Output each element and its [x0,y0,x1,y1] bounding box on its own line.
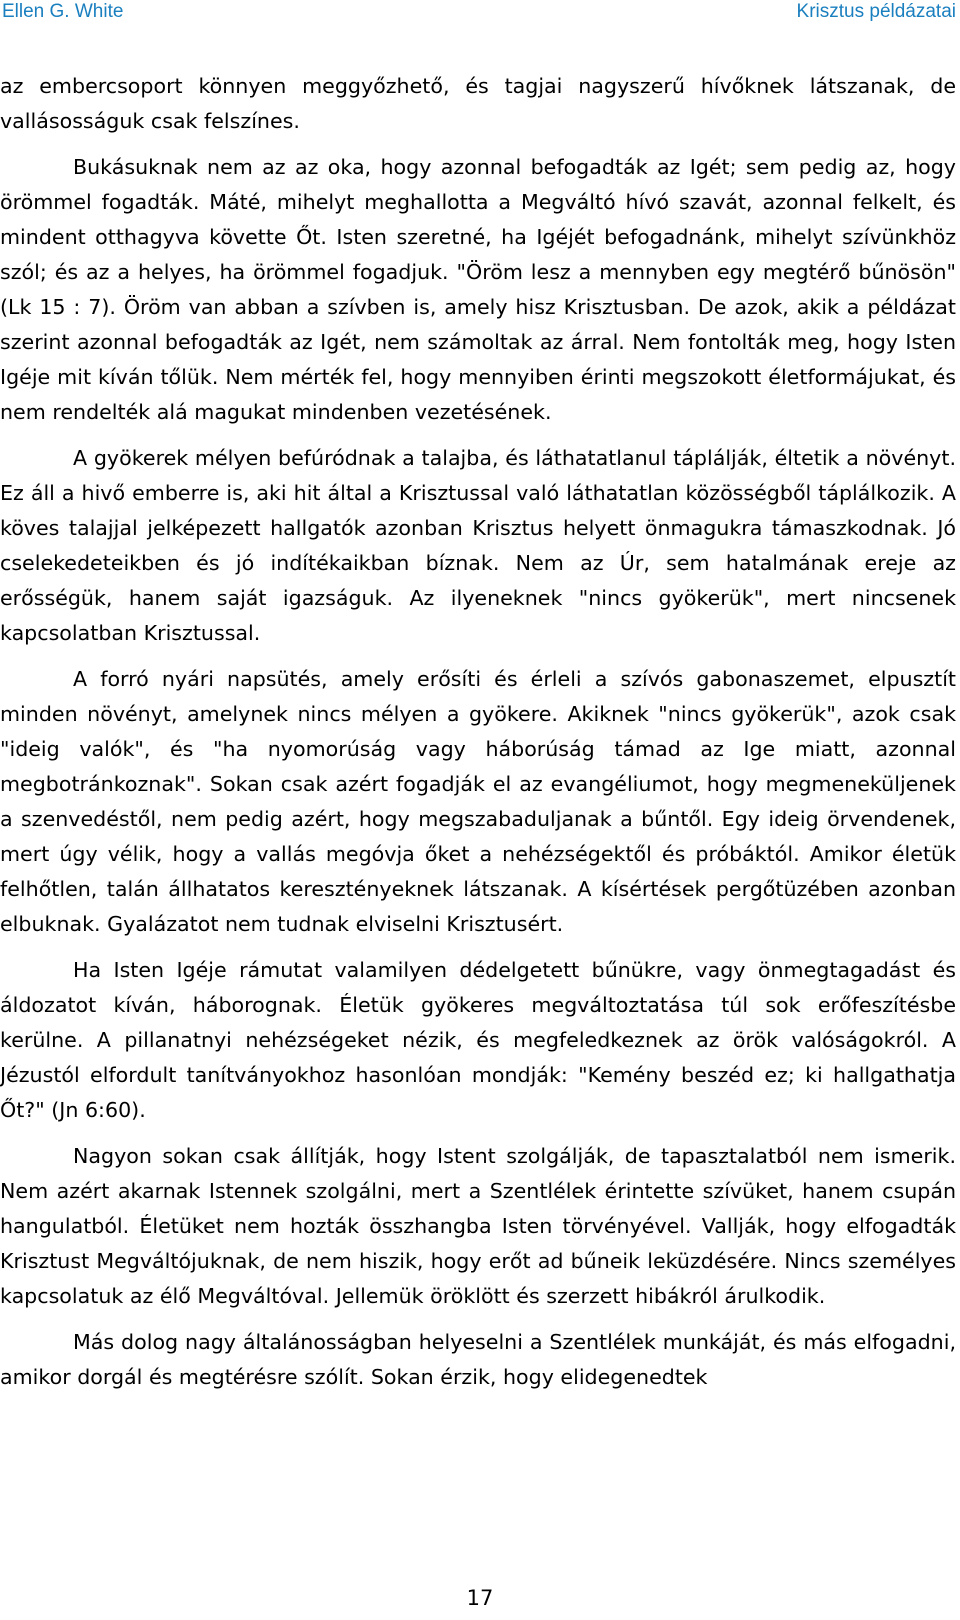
header-book-title: Krisztus példázatai [796,1,956,22]
paragraph: Nagyon sokan csak állítják, hogy Istent szolgálják, de tapasztalatból nem ismerik. Nem azért akarnak Istennek szolgálni, mert a Szentlélek érintette szívüket, hanem csupán hangulatból. Életüket nem hozták összhangba Isten törvényével. Vallják, hogy elfogadták Krisztust Megváltójuknak, de nem hiszik, hogy erőt ad bűneik leküzdésére. Nincs személyes kapcsolatuk az élő Megváltóval. Jellemük öröklött és szerzett hibákról árulkodik. [0,1144,956,1308]
paragraph: Bukásuknak nem az az oka, hogy azonnal befogadták az Igét; sem pedig az, hogy örömmel fogadták. Máté, mihelyt meghallotta a Megváltó hívó szavát, azonnal felkelt, és mindent otthagyva követte Őt. Isten szeretné, ha Igéjét befogadnánk, mihelyt szívünkhöz szól; és az a helyes, ha örömmel fogadjuk. "Öröm lesz a mennyben egy megtérő bűnösön" (Lk 15 : 7). Öröm van abban a szívben is, amely hisz Krisztusban. De azok, akik a példázat szerint azonnal befogadták az Igét, nem számoltak az árral. Nem fontolták meg, hogy Isten Igéje mit kíván tőlük. Nem mérték fel, hogy mennyiben érinti megszokott életformájukat, és nem rendelték alá magukat mindenben vezetésének. [0,155,956,424]
paragraph: Ha Isten Igéje rámutat valamilyen dédelgetett bűnükre, vagy önmegtagadást és áldozatot kíván, háborognak. Életük gyökeres megváltoztatása túl sok erőfeszítésbe kerülne. A pillanatnyi nehézségeket nézik, és megfeledkeznek az örök valóságokról. A Jézustól elfordult tanítványokhoz hasonlóan mondják: "Kemény beszéd ez; ki hallgathatja Őt?" (Jn 6:60). [0,958,956,1122]
paragraph-continuation: az embercsoport könnyen meggyőzhető, és tagjai nagyszerű hívőknek látszanak, de vallásosságuk csak felszínes. [0,74,956,133]
paragraph: A gyökerek mélyen befúródnak a talajba, és láthatatlanul táplálják, éltetik a növényt. Ez áll a hivő emberre is, aki hit által a Krisztussal való láthatatlan közösségből táplálkozik. A köves talajjal jelképezett hallgatók azonban Krisztus helyett önmagukra támaszkodnak. Jó cselekedeteikben és jó indítékaikban bíznak. Nem az Úr, sem hatalmának ereje az erősségük, hanem saját igazságuk. Az ilyeneknek "nincs gyökerük", mert nincsenek kapcsolatban Krisztussal. [0,446,956,645]
paragraph: Más dolog nagy általánosságban helyeselni a Szentlélek munkáját, és más elfogadni, amikor dorgál és megtérésre szólít. Sokan érzik, hogy elidegenedtek [0,1330,956,1389]
page-number: 17 [466,1586,494,1610]
running-header [0,0,960,28]
header-author: Ellen G. White [2,1,124,22]
page-body [0,69,956,1406]
paragraph: A forró nyári napsütés, amely erősíti és érleli a szívós gabonaszemet, elpusztít minden növényt, amelynek nincs mélyen a gyökere. Akiknek "nincs gyökerük", azok csak "ideig valók", és "ha nyomorúság vagy háborúság támad az Ige miatt, azonnal megbotránkoznak". Sokan csak azért fogadják el az evangéliumot, hogy megmeneküljenek a szenvedéstől, nem pedig azért, hogy megszabaduljanak a bűntől. Egy ideig örvendenek, mert úgy vélik, hogy a vallás megóvja őket a nehézségektől és próbáktól. Amikor életük felhőtlen, talán állhatatos keresztényeknek látszanak. A kísértések pergőtüzében azonban elbuknak. Gyalázatot nem tudnak elviselni Krisztusért. [0,667,956,936]
